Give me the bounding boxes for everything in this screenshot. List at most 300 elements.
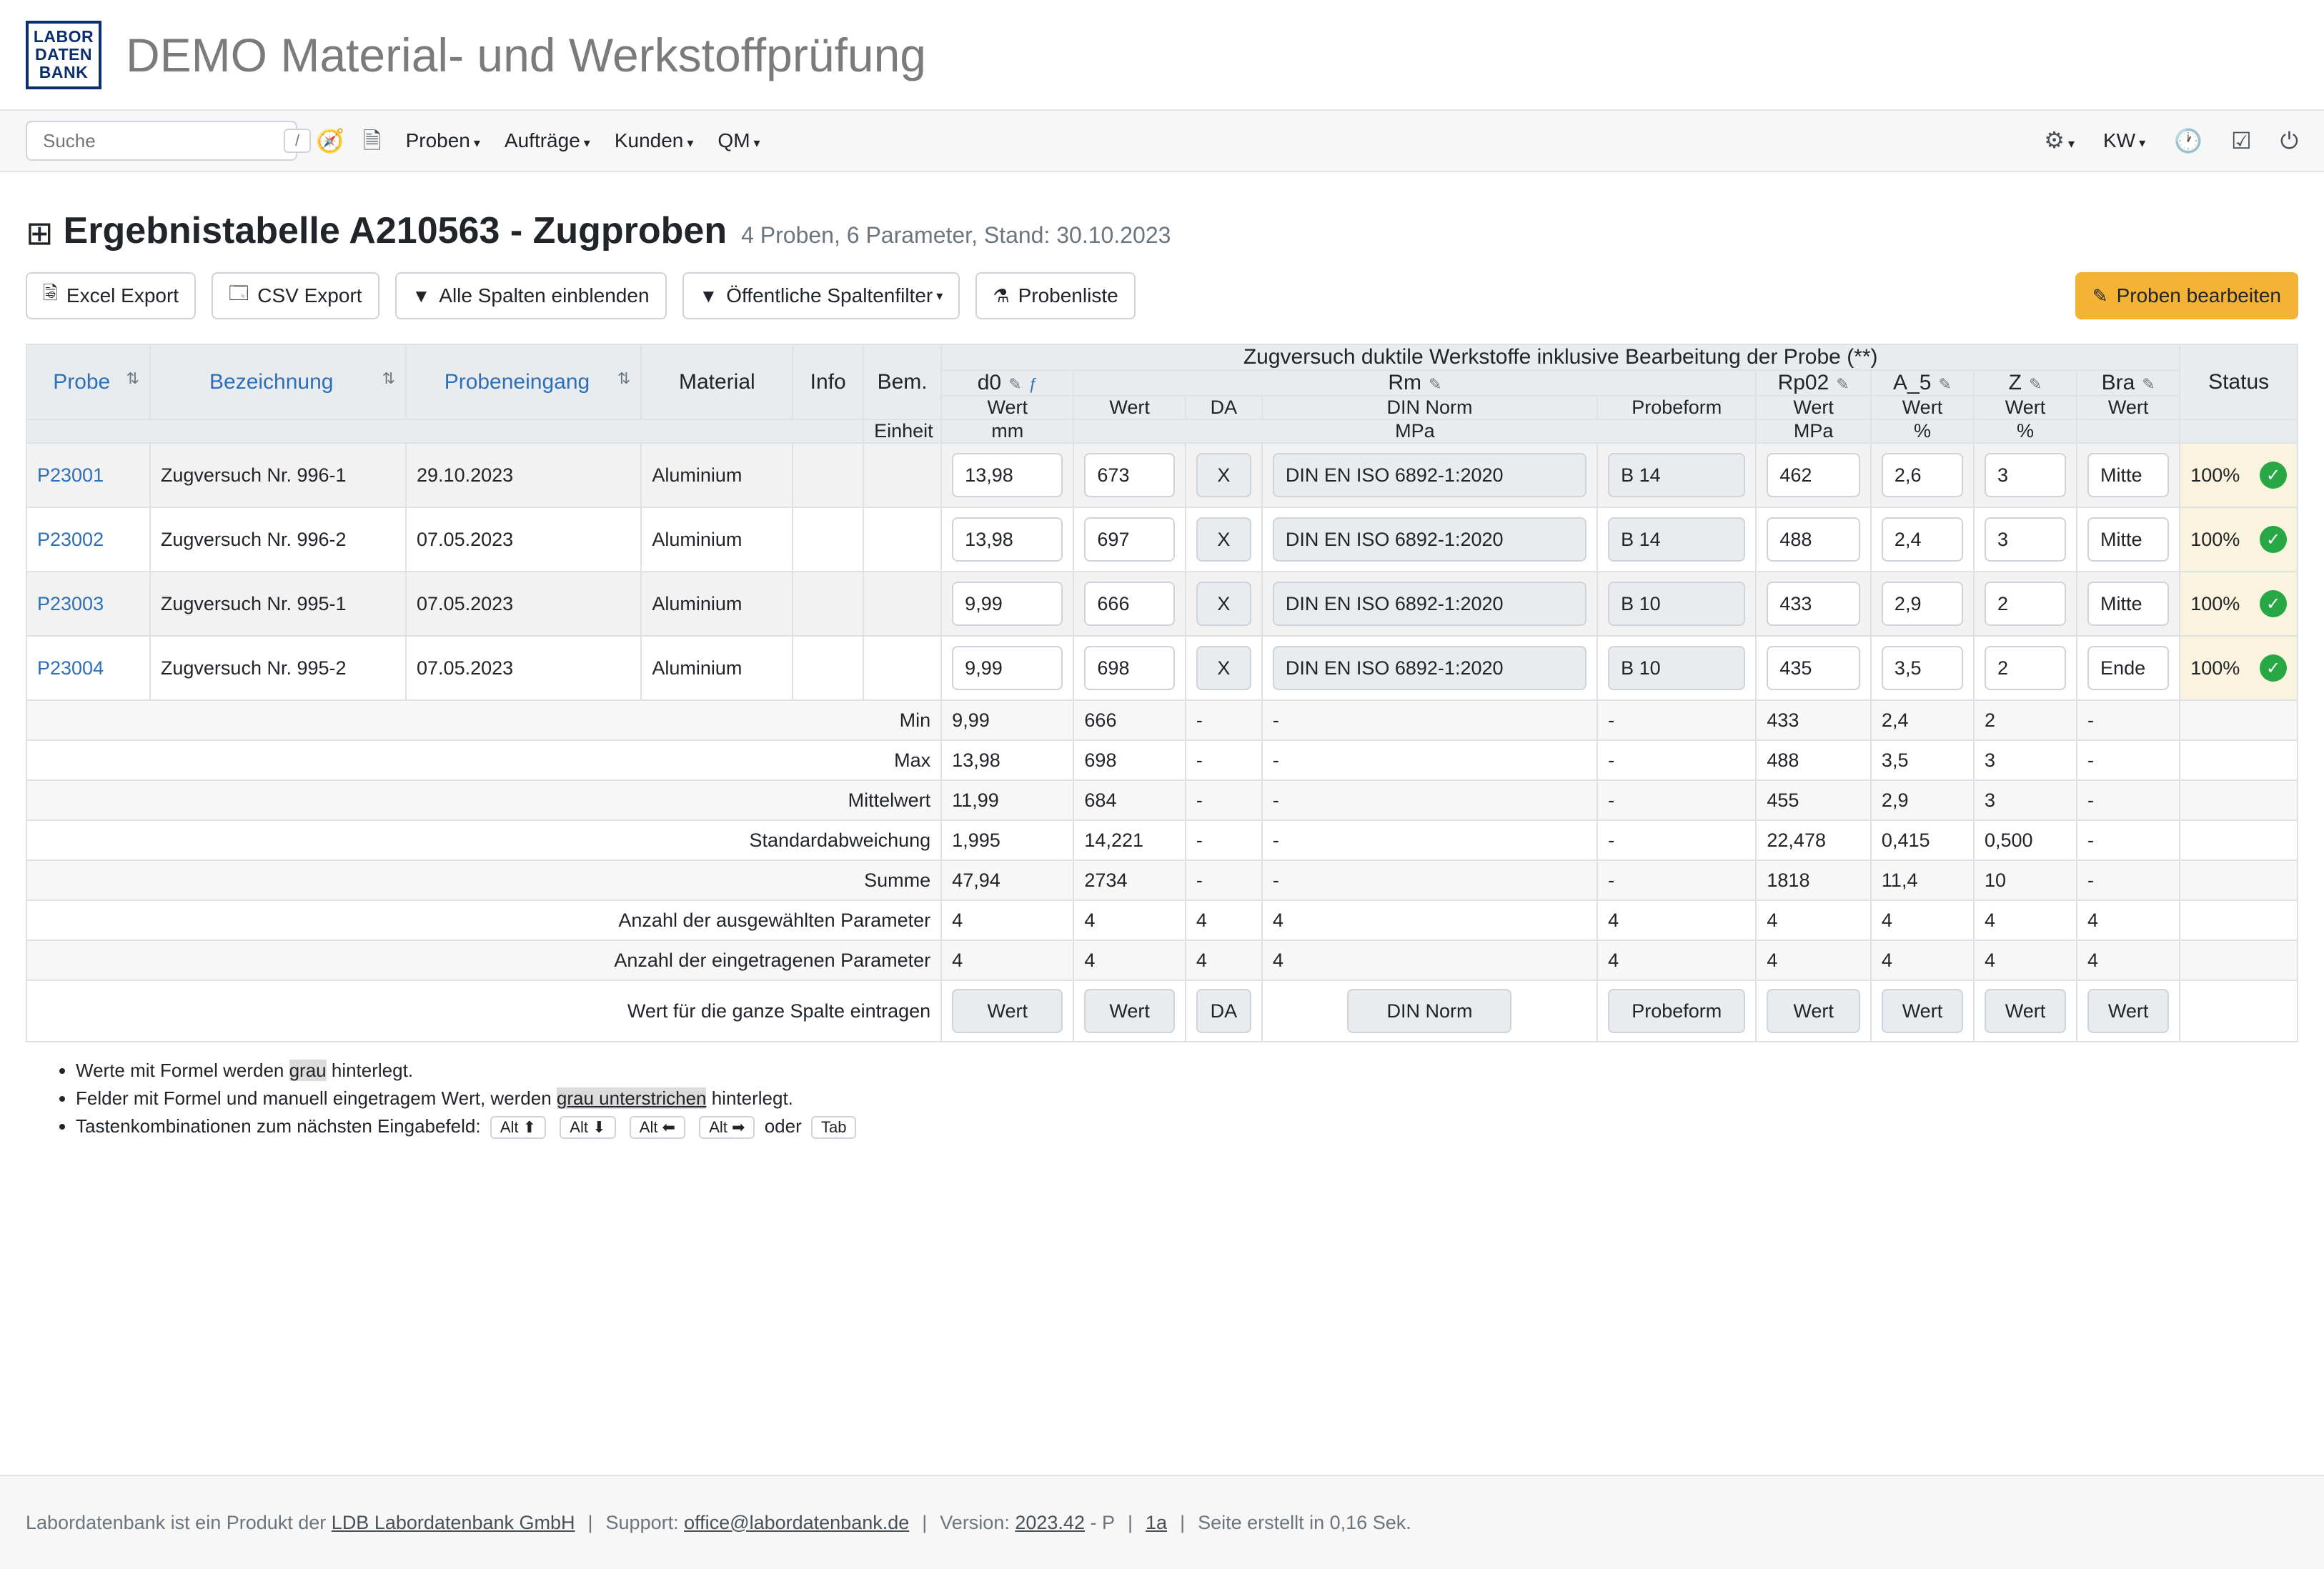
cell-status — [2180, 443, 2298, 507]
summary-label: Anzahl der ausgewählten Parameter — [26, 900, 941, 940]
input-d0[interactable]: 9,99 — [952, 646, 1063, 690]
col-bezeichnung[interactable] — [150, 344, 406, 419]
summary-bra: 4 — [2077, 940, 2180, 980]
input-d0[interactable]: 9,99 — [952, 582, 1063, 626]
summary-rp02: 1818 — [1756, 860, 1871, 900]
summary-bra: - — [2077, 820, 2180, 860]
search-box[interactable] — [26, 121, 300, 161]
input-bra[interactable]: Ende — [2087, 646, 2169, 690]
cell-rm-probeform[interactable] — [1597, 636, 1756, 700]
logo[interactable] — [26, 21, 101, 89]
cell-rm-din[interactable] — [1262, 443, 1597, 507]
summary-z: 3 — [1974, 740, 2077, 780]
pencil-icon[interactable]: ✎ — [1429, 375, 1442, 393]
col-material-label: Material — [678, 369, 755, 394]
input-rp02[interactable]: 462 — [1767, 453, 1860, 497]
input-rm-wert[interactable]: 698 — [1084, 646, 1174, 690]
unit-d0: mm — [941, 419, 1073, 443]
settings-menu[interactable] — [2044, 129, 2075, 153]
col-probe[interactable] — [26, 344, 150, 419]
check-icon: ✓ — [2260, 590, 2287, 617]
cell-rp02[interactable] — [1756, 507, 1871, 572]
input-z[interactable]: 3 — [1985, 453, 2066, 497]
csv-export-button[interactable] — [212, 272, 379, 319]
summary-bra: - — [2077, 860, 2180, 900]
checklist-icon[interactable]: ☑ — [2231, 128, 2252, 154]
navbar-right — [2015, 129, 2298, 153]
cell-rm-da[interactable] — [1186, 507, 1262, 572]
input-a5[interactable]: 2,4 — [1882, 517, 1963, 562]
unit-rm: MPa — [1073, 419, 1756, 443]
cell-rm-wert[interactable] — [1073, 507, 1185, 572]
power-icon[interactable]: ⏻ — [2280, 128, 2298, 154]
column-fill-cell-rm-da[interactable] — [1186, 980, 1262, 1042]
pencil-icon[interactable]: ✎ — [1938, 375, 1952, 393]
summary-rm-probeform: - — [1597, 860, 1756, 900]
summary-z: 10 — [1974, 860, 2077, 900]
summary-rm-da: - — [1186, 700, 1262, 740]
col-info-label: Info — [810, 369, 846, 394]
pencil-icon[interactable]: ✎ — [1836, 375, 1849, 393]
unit-row-label: Einheit — [863, 419, 941, 443]
summary-rm-din: - — [1262, 740, 1597, 780]
summary-z: 0,500 — [1974, 820, 2077, 860]
col-group-zugversuch — [941, 344, 2180, 370]
col-bezeichnung-label: Bezeichnung — [209, 369, 334, 394]
nav-item-kunden-label: Kunden — [614, 129, 684, 151]
summary-rm-wert: 14,221 — [1073, 820, 1185, 860]
nav-item-qm-label: QM — [717, 129, 750, 151]
cell-rm-probeform[interactable] — [1597, 443, 1756, 507]
cell-bra[interactable] — [2077, 636, 2180, 700]
param-a5-label: A_5 — [1893, 371, 1932, 394]
col-probeneingang[interactable] — [406, 344, 641, 419]
chevron-down-icon: ▾ — [583, 136, 590, 150]
column-fill-cell-rm-probeform[interactable] — [1597, 980, 1756, 1042]
summary-row-summe — [26, 860, 2298, 900]
summary-d0: 4 — [941, 940, 1073, 980]
input-z[interactable]: 3 — [1985, 517, 2066, 562]
summary-label: Mittelwert — [26, 780, 941, 820]
cell-a5[interactable] — [1871, 572, 1974, 636]
sort-icon[interactable]: ⇅ — [382, 369, 396, 387]
summary-row-min — [26, 700, 2298, 740]
column-fill-cell-a5[interactable] — [1871, 980, 1974, 1042]
cell-a5[interactable] — [1871, 507, 1974, 572]
footer-timing: Seite erstellt in 0,16 Sek. — [1198, 1511, 1411, 1533]
input-rm-din[interactable]: DIN EN ISO 6892-1:2020 — [1273, 453, 1586, 497]
cell-z[interactable] — [1974, 507, 2077, 572]
subcol-rm-din: DIN Norm — [1262, 396, 1597, 419]
cell-rp02[interactable] — [1756, 443, 1871, 507]
param-d0-label: d0 — [977, 371, 1002, 394]
cell-bra[interactable] — [2077, 443, 2180, 507]
column-fill-cell-rp02[interactable] — [1756, 980, 1871, 1042]
footer-separator: | — [1180, 1511, 1186, 1533]
nav-item-auftraege[interactable] — [505, 129, 590, 152]
cell-rm-da[interactable] — [1186, 572, 1262, 636]
summary-rm-wert: 4 — [1073, 900, 1185, 940]
summary-status — [2180, 820, 2298, 860]
unit-rp02: MPa — [1756, 419, 1871, 443]
param-bra[interactable] — [2077, 370, 2180, 396]
probe-link[interactable]: P23002 — [37, 528, 104, 550]
param-rp02-label: Rp02 — [1777, 371, 1829, 394]
input-rm-wert[interactable]: 697 — [1084, 517, 1174, 562]
cell-d0[interactable] — [941, 636, 1073, 700]
summary-row-max — [26, 740, 2298, 780]
app-title: DEMO Material- und Werkstoffprüfung — [126, 28, 927, 81]
chevron-down-icon: ▾ — [2139, 136, 2146, 150]
footer-support-email[interactable]: office@labordatenbank.de — [684, 1511, 910, 1533]
column-fill-cell-rm-wert[interactable] — [1073, 980, 1185, 1042]
summary-status — [2180, 860, 2298, 900]
legend-formula-text-a: Werte mit Formel werden — [76, 1060, 289, 1081]
cell-rm-din[interactable] — [1262, 507, 1597, 572]
nav-item-kunden[interactable] — [615, 129, 694, 152]
subcol-rp02-wert: Wert — [1756, 396, 1871, 419]
key-alt-right: Alt ➡ — [699, 1116, 755, 1139]
pencil-icon[interactable]: ✎ — [2028, 375, 2042, 393]
cell-probe[interactable] — [26, 507, 150, 572]
cell-z[interactable] — [1974, 572, 2077, 636]
fill-rm-wert-button[interactable]: Wert — [1084, 989, 1174, 1033]
input-rm-probeform[interactable]: B 14 — [1608, 453, 1745, 497]
filter-icon: ▼ — [412, 284, 431, 307]
page-header — [26, 209, 2298, 252]
legend-shortcuts-text: Tastenkombinationen zum nächsten Eingabefeld: — [76, 1115, 481, 1137]
table-header-row-1 — [26, 344, 2298, 370]
nav-item-proben[interactable] — [406, 129, 480, 152]
subcol-rm-wert: Wert — [1073, 396, 1185, 419]
input-z[interactable]: 2 — [1985, 646, 2066, 690]
column-fill-label: Wert für die ganze Spalte eintragen — [26, 980, 941, 1042]
cell-a5[interactable] — [1871, 636, 1974, 700]
summary-rp02: 455 — [1756, 780, 1871, 820]
cell-probe[interactable] — [26, 572, 150, 636]
legend-item-formula — [76, 1060, 2298, 1082]
show-all-columns-label: Alle Spalten einblenden — [439, 284, 650, 307]
param-a5[interactable] — [1871, 370, 1974, 396]
input-rm-probeform[interactable]: B 10 — [1608, 582, 1745, 626]
csv-export-label: CSV Export — [257, 284, 362, 307]
col-info[interactable] — [793, 344, 863, 419]
page-footer — [0, 1475, 2324, 1569]
cell-status — [2180, 636, 2298, 700]
status-badge: 100% — [2190, 464, 2240, 486]
summary-rm-wert: 666 — [1073, 700, 1185, 740]
param-d0[interactable] — [941, 370, 1073, 396]
cell-rp02[interactable] — [1756, 636, 1871, 700]
summary-z: 2 — [1974, 700, 2077, 740]
input-rp02[interactable]: 435 — [1767, 646, 1860, 690]
pencil-icon: ✎ — [2092, 284, 2108, 307]
search-input[interactable] — [41, 129, 284, 153]
summary-a5: 4 — [1871, 900, 1974, 940]
table-row — [26, 443, 2298, 507]
filter-icon: ▼ — [699, 284, 718, 307]
summary-rm-din: - — [1262, 860, 1597, 900]
document-icon[interactable]: 🗎 — [362, 128, 382, 154]
subcol-z-wert: Wert — [1974, 396, 2077, 419]
input-a5[interactable]: 2,9 — [1882, 582, 1963, 626]
summary-row-mittelwert — [26, 780, 2298, 820]
col-bem[interactable] — [863, 344, 941, 419]
summary-status — [2180, 780, 2298, 820]
cell-status — [2180, 572, 2298, 636]
gear-icon: ⚙ — [2044, 127, 2065, 153]
summary-rm-probeform: - — [1597, 700, 1756, 740]
nav-item-kw[interactable] — [2103, 129, 2145, 152]
fill-d0-button[interactable]: Wert — [952, 989, 1063, 1033]
cell-bem — [863, 572, 941, 636]
table-row — [26, 636, 2298, 700]
footer-version-suffix: - P — [1090, 1511, 1115, 1533]
param-rm[interactable] — [1073, 370, 1756, 396]
summary-label: Standardabweichung — [26, 820, 941, 860]
sort-icon[interactable]: ⇅ — [617, 369, 631, 387]
summary-rp02: 4 — [1756, 900, 1871, 940]
logo-line-1: LABOR — [33, 27, 94, 46]
cell-d0[interactable] — [941, 443, 1073, 507]
sort-icon[interactable]: ⇅ — [126, 369, 139, 387]
input-bra[interactable]: Mitte — [2087, 517, 2169, 562]
summary-d0: 13,98 — [941, 740, 1073, 780]
nav-item-qm[interactable] — [717, 129, 760, 152]
probe-link[interactable]: P23003 — [37, 592, 104, 614]
chevron-down-icon: ▾ — [936, 288, 943, 303]
summary-bra: - — [2077, 740, 2180, 780]
summary-rm-din: 4 — [1262, 900, 1597, 940]
cell-probeneingang: 07.05.2023 — [406, 507, 641, 572]
excel-icon: 🗟 — [43, 282, 58, 304]
summary-a5: 0,415 — [1871, 820, 1974, 860]
cell-bezeichnung: Zugversuch Nr. 996-1 — [150, 443, 406, 507]
col-material[interactable] — [641, 344, 793, 419]
grid-icon: ⊞ — [26, 214, 54, 251]
col-bem-label: Bem. — [877, 369, 928, 394]
fill-rm-da-button[interactable]: DA — [1196, 989, 1251, 1033]
excel-export-button[interactable] — [26, 272, 196, 319]
probe-link[interactable]: P23004 — [37, 657, 104, 679]
logo-line-2: DATEN — [34, 45, 92, 64]
cell-rp02[interactable] — [1756, 572, 1871, 636]
nav-item-kw-label: KW — [2103, 129, 2136, 151]
cell-z[interactable] — [1974, 636, 2077, 700]
input-rm-wert[interactable]: 673 — [1084, 453, 1174, 497]
summary-a5: 2,9 — [1871, 780, 1974, 820]
summary-rm-wert: 2734 — [1073, 860, 1185, 900]
footer-company-link[interactable]: LDB Labordatenbank GmbH — [331, 1511, 575, 1533]
legend-item-manual — [76, 1087, 2298, 1110]
col-status-label: Status — [2208, 369, 2270, 394]
input-rp02[interactable]: 433 — [1767, 582, 1860, 626]
summary-rm-da: - — [1186, 820, 1262, 860]
fill-rm-probeform-button[interactable]: Probeform — [1608, 989, 1745, 1033]
summary-rm-probeform: - — [1597, 740, 1756, 780]
summary-rm-da: - — [1186, 860, 1262, 900]
input-bra[interactable]: Mitte — [2087, 582, 2169, 626]
cell-info — [793, 507, 863, 572]
results-table — [26, 344, 2298, 1042]
summary-rm-din: 4 — [1262, 940, 1597, 980]
footer-separator: | — [587, 1511, 593, 1533]
param-z[interactable] — [1974, 370, 2077, 396]
footer-support-label: Support: — [605, 1511, 679, 1533]
subcol-rm-da: DA — [1186, 396, 1262, 419]
cell-probeneingang: 29.10.2023 — [406, 443, 641, 507]
input-d0[interactable]: 13,98 — [952, 453, 1063, 497]
fill-rm-din-button[interactable]: DIN Norm — [1347, 989, 1511, 1033]
input-rm-wert[interactable]: 666 — [1084, 582, 1174, 626]
fill-a5-button[interactable]: Wert — [1882, 989, 1963, 1033]
summary-rm-probeform: 4 — [1597, 900, 1756, 940]
column-fill-cell-z[interactable] — [1974, 980, 2077, 1042]
table-row — [26, 572, 2298, 636]
column-fill-cell-d0[interactable] — [941, 980, 1073, 1042]
pencil-icon[interactable]: ✎ — [1008, 375, 1022, 393]
summary-bra: - — [2077, 700, 2180, 740]
legend-or-text: oder — [764, 1115, 802, 1137]
input-rm-probeform[interactable]: B 14 — [1608, 517, 1745, 562]
formula-icon[interactable]: ƒ — [1028, 375, 1038, 393]
cell-d0[interactable] — [941, 507, 1073, 572]
cell-bra[interactable] — [2077, 572, 2180, 636]
column-fill-cell-bra[interactable] — [2077, 980, 2180, 1042]
footer-version-value[interactable]: 2023.42 — [1015, 1511, 1085, 1533]
cell-rm-wert[interactable] — [1073, 443, 1185, 507]
nav-item-proben-label: Proben — [405, 129, 470, 151]
input-bra[interactable]: Mitte — [2087, 453, 2169, 497]
summary-row-standardabweichung — [26, 820, 2298, 860]
legend-list — [26, 1060, 2298, 1139]
chevron-down-icon: ▾ — [687, 136, 694, 150]
cell-rm-wert[interactable] — [1073, 572, 1185, 636]
public-column-filters-button[interactable] — [682, 272, 960, 319]
param-z-label: Z — [2008, 371, 2022, 394]
summary-d0: 9,99 — [941, 700, 1073, 740]
input-rm-din[interactable]: DIN EN ISO 6892-1:2020 — [1273, 517, 1586, 562]
column-fill-row — [26, 980, 2298, 1042]
summary-z: 4 — [1974, 940, 2077, 980]
cell-z[interactable] — [1974, 443, 2077, 507]
probe-link[interactable]: P23001 — [37, 464, 104, 486]
compass-icon[interactable]: 🧭 — [316, 128, 344, 154]
summary-rm-probeform: - — [1597, 780, 1756, 820]
footer-build-link[interactable]: 1a — [1146, 1511, 1168, 1533]
col-probe-label: Probe — [53, 369, 111, 394]
check-icon: ✓ — [2260, 654, 2287, 682]
fill-bra-button[interactable]: Wert — [2087, 989, 2169, 1033]
edit-samples-label: Proben bearbeiten — [2116, 284, 2281, 307]
table-body — [26, 443, 2298, 1042]
input-rm-da[interactable]: X — [1196, 646, 1251, 690]
cell-rm-wert[interactable] — [1073, 636, 1185, 700]
input-rm-da[interactable]: X — [1196, 453, 1251, 497]
cell-info — [793, 636, 863, 700]
cell-probe[interactable] — [26, 443, 150, 507]
input-rm-probeform[interactable]: B 10 — [1608, 646, 1745, 690]
cell-a5[interactable] — [1871, 443, 1974, 507]
chevron-down-icon: ▾ — [473, 136, 480, 150]
legend-formula-highlight: grau — [289, 1060, 327, 1081]
input-rm-da[interactable]: X — [1196, 517, 1251, 562]
cell-probe[interactable] — [26, 636, 150, 700]
cell-rm-probeform[interactable] — [1597, 507, 1756, 572]
summary-rm-din: - — [1262, 780, 1597, 820]
summary-rm-da: 4 — [1186, 940, 1262, 980]
col-status[interactable] — [2180, 344, 2298, 419]
logo-line-3: BANK — [39, 62, 89, 81]
cell-rm-probeform[interactable] — [1597, 572, 1756, 636]
cell-rm-din[interactable] — [1262, 572, 1597, 636]
toolbar — [26, 272, 2298, 319]
subcol-rm-probeform: Probeform — [1597, 396, 1756, 419]
check-icon: ✓ — [2260, 526, 2287, 553]
pencil-icon[interactable]: ✎ — [2142, 375, 2155, 393]
summary-status — [2180, 740, 2298, 780]
summary-status — [2180, 700, 2298, 740]
input-rm-din[interactable]: DIN EN ISO 6892-1:2020 — [1273, 646, 1586, 690]
edit-samples-button[interactable] — [2075, 272, 2298, 319]
summary-row-entered-params — [26, 940, 2298, 980]
status-badge: 100% — [2190, 592, 2240, 614]
summary-rm-da: - — [1186, 780, 1262, 820]
input-rp02[interactable]: 488 — [1767, 517, 1860, 562]
cell-bezeichnung: Zugversuch Nr. 996-2 — [150, 507, 406, 572]
fill-z-button[interactable]: Wert — [1985, 989, 2066, 1033]
clock-icon[interactable]: 🕐 — [2174, 128, 2203, 154]
footer-separator: | — [922, 1511, 928, 1533]
column-fill-cell-rm-din[interactable] — [1262, 980, 1597, 1042]
cell-d0[interactable] — [941, 572, 1073, 636]
sample-list-label: Probenliste — [1018, 284, 1118, 307]
cell-bem — [863, 507, 941, 572]
input-rm-din[interactable]: DIN EN ISO 6892-1:2020 — [1273, 582, 1586, 626]
sample-list-button[interactable] — [975, 272, 1135, 319]
summary-label: Anzahl der eingetragenen Parameter — [26, 940, 941, 980]
summary-rm-wert: 4 — [1073, 940, 1185, 980]
summary-z: 3 — [1974, 780, 2077, 820]
fill-rp02-button[interactable]: Wert — [1767, 989, 1860, 1033]
summary-rm-din: - — [1262, 700, 1597, 740]
page-content — [0, 209, 2324, 1139]
input-rm-da[interactable]: X — [1196, 582, 1251, 626]
cell-material: Aluminium — [641, 443, 793, 507]
cell-rm-din[interactable] — [1262, 636, 1597, 700]
param-rp02[interactable] — [1756, 370, 1871, 396]
summary-a5: 11,4 — [1871, 860, 1974, 900]
cell-rm-da[interactable] — [1186, 636, 1262, 700]
app-header — [0, 0, 2324, 111]
input-z[interactable]: 2 — [1985, 582, 2066, 626]
summary-rm-da: - — [1186, 740, 1262, 780]
cell-material: Aluminium — [641, 572, 793, 636]
input-a5[interactable]: 2,6 — [1882, 453, 1963, 497]
show-all-columns-button[interactable] — [395, 272, 667, 319]
subcol-bra-wert: Wert — [2077, 396, 2180, 419]
cell-rm-da[interactable] — [1186, 443, 1262, 507]
input-d0[interactable]: 13,98 — [952, 517, 1063, 562]
unit-a5: % — [1871, 419, 1974, 443]
cell-bra[interactable] — [2077, 507, 2180, 572]
summary-d0: 47,94 — [941, 860, 1073, 900]
chevron-down-icon: ▾ — [2067, 136, 2075, 151]
footer-version-label: Version: — [940, 1511, 1010, 1533]
input-a5[interactable]: 3,5 — [1882, 646, 1963, 690]
summary-rm-wert: 684 — [1073, 780, 1185, 820]
summary-label: Min — [26, 700, 941, 740]
